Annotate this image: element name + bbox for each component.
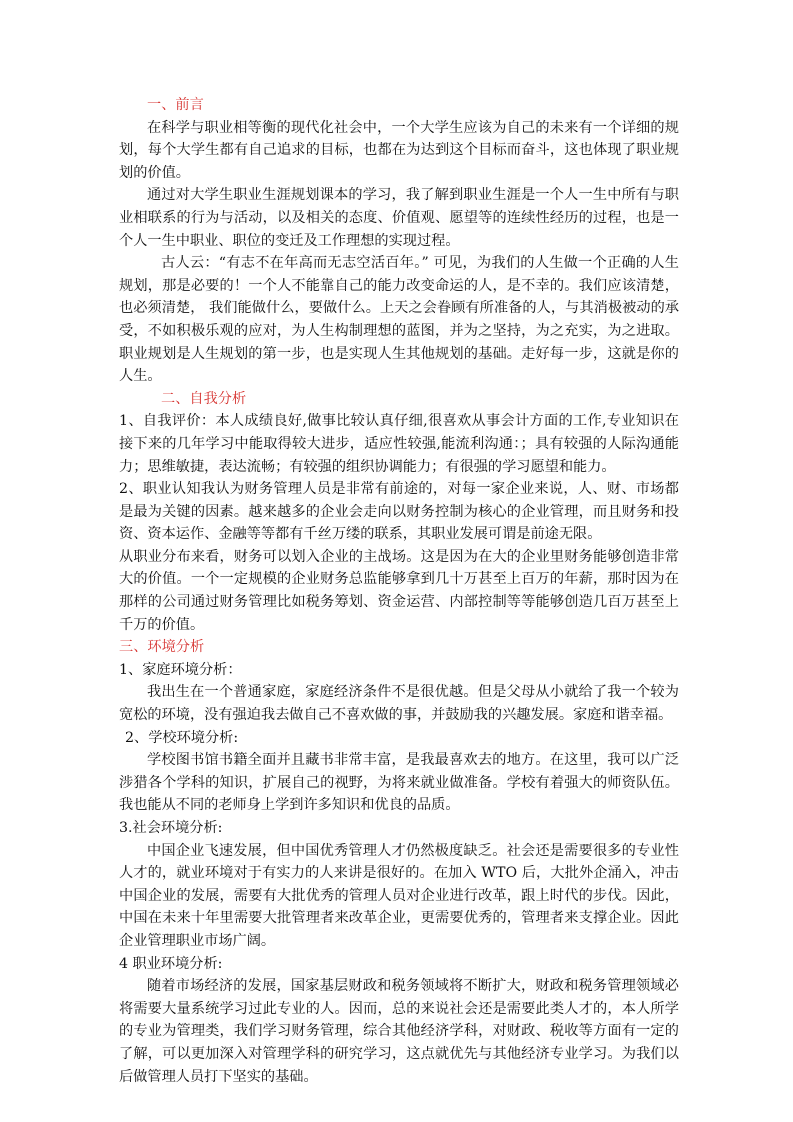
body-paragraph: 学校图书馆书籍全面并且藏书非常丰富，是我最喜欢去的地方。在这里，我可以广泛涉猎各个学科的知识，扩展自己的视野，为将来就业做准备。学校有着强大的师资队伍。我也能从不同的老师身上学到许多知识和优良的品质。 — [119, 752, 679, 814]
subsection-title-society: 3.社会环境分析: — [119, 820, 223, 836]
body-paragraph: 我出生在一个普通家庭，家庭经济条件不是很优越。但是父母从小就给了我一个较为宽松的环境，没有强迫我去做自己不喜欢做的事，并鼓励我的兴趣发展。家庭和谐幸福。 — [119, 684, 679, 724]
section-heading-preface: 一、前言 — [147, 97, 204, 113]
body-paragraph: 从职业分布来看，财务可以划入企业的主战场。这是因为在大的企业里财务能够创造非常大的价值。一个一定规模的企业财务总监能够拿到几十万甚至上百万的年薪，那时因为在那样的公司通过财务管理比如税务筹划、资金运营、内部控制等等能够创造几百万甚至上千万的价值。 — [119, 548, 679, 633]
subsection-title-family: 1、家庭环境分析： — [119, 661, 242, 678]
section-heading-self-analysis: 二、自我分析 — [161, 390, 247, 407]
body-paragraph: 1、自我评价：本人成绩良好,做事比较认真仔细,很喜欢从事会计方面的工作,专业知识在接下来的几年学习中能取得较大进步，适应性较强,能流利沟通：；具有较强的人际沟通能力；思维敏捷，表达流畅；有较强的组织协调能力；有很强的学习愿望和能力。 — [119, 413, 679, 475]
subsection-title-school: 2、学校环境分析: — [125, 729, 239, 746]
subsection-title-career: 4 职业环境分析: — [119, 955, 223, 972]
body-paragraph: 古人云：“有志不在年高而无志空活百年。” 可见，为我们的人生做一个正确的人生规划，那是必要的！一个人不能靠自己的能力改变命运的人，是不幸的。我们应该清楚，也必须清楚， 我们能做什么，要做什么。上天之会眷顾有所准备的人，与其消极被动的承受，不如积极乐观的应对，为人生构制理想的蓝图，并为之坚持，为之充实，为之进取。职业规划是人生规划的第一步，也是实现人生其他规划的基础。走好每一步，这就是你的人生。 — [119, 255, 679, 385]
body-paragraph: 随着市场经济的发展，国家基层财政和税务领域将不断扩大，财政和税务管理领域必将需要大量系统学习过此专业的人。因而，总的来说社会还是需要此类人才的，本人所学的专业为管理类，我们学习财务管理，综合其他经济学科，对财政、税收等方面有一定的了解，可以更加深入对管理学科的研究学习，这点就优先与其他经济专业学习。为我们以后做管理人员打下坚实的基础。 — [119, 978, 679, 1085]
body-paragraph: 2、职业认知我认为财务管理人员是非常有前途的，对每一家企业来说，人、财、市场都是最为关键的因素。越来越多的企业会走向以财务控制为核心的企业管理，而且财务和投资、资本运作、金融等等都有千丝万缕的联系，其职业发展可谓是前途无限。 — [119, 481, 679, 543]
body-paragraph: 通过对大学生职业生涯规划课本的学习，我了解到职业生涯是一个人一生中所有与职业相联系的行为与活动，以及相关的态度、价值观、愿望等的连续性经历的过程，也是一个人一生中职业、职位的变迁及工作理想的实现过程。 — [119, 187, 679, 249]
section-heading-environment: 三、环境分析 — [119, 639, 205, 656]
document-page — [119, 94, 679, 1088]
body-paragraph: 中国企业飞速发展，但中国优秀管理人才仍然极度缺乏。社会还是需要很多的专业性人才的，就业环境对于有实力的人来讲是很好的。在加入 WTO 后，大批外企涌入，冲击中国企业的发展，需要有大批优秀的管理人员对企业进行改革，跟上时代的步伐。因此，中国在未来十年里需要大批管理者来改革企业，更需要优秀的，管理者来支撑企业。因此企业管理职业市场广阔。 — [119, 842, 679, 949]
body-paragraph: 在科学与职业相等衡的现代化社会中，一个大学生应该为自己的未来有一个详细的规划，每个大学生都有自己追求的目标，也都在为达到这个目标而奋斗，这也体现了职业规划的价值。 — [119, 119, 679, 181]
